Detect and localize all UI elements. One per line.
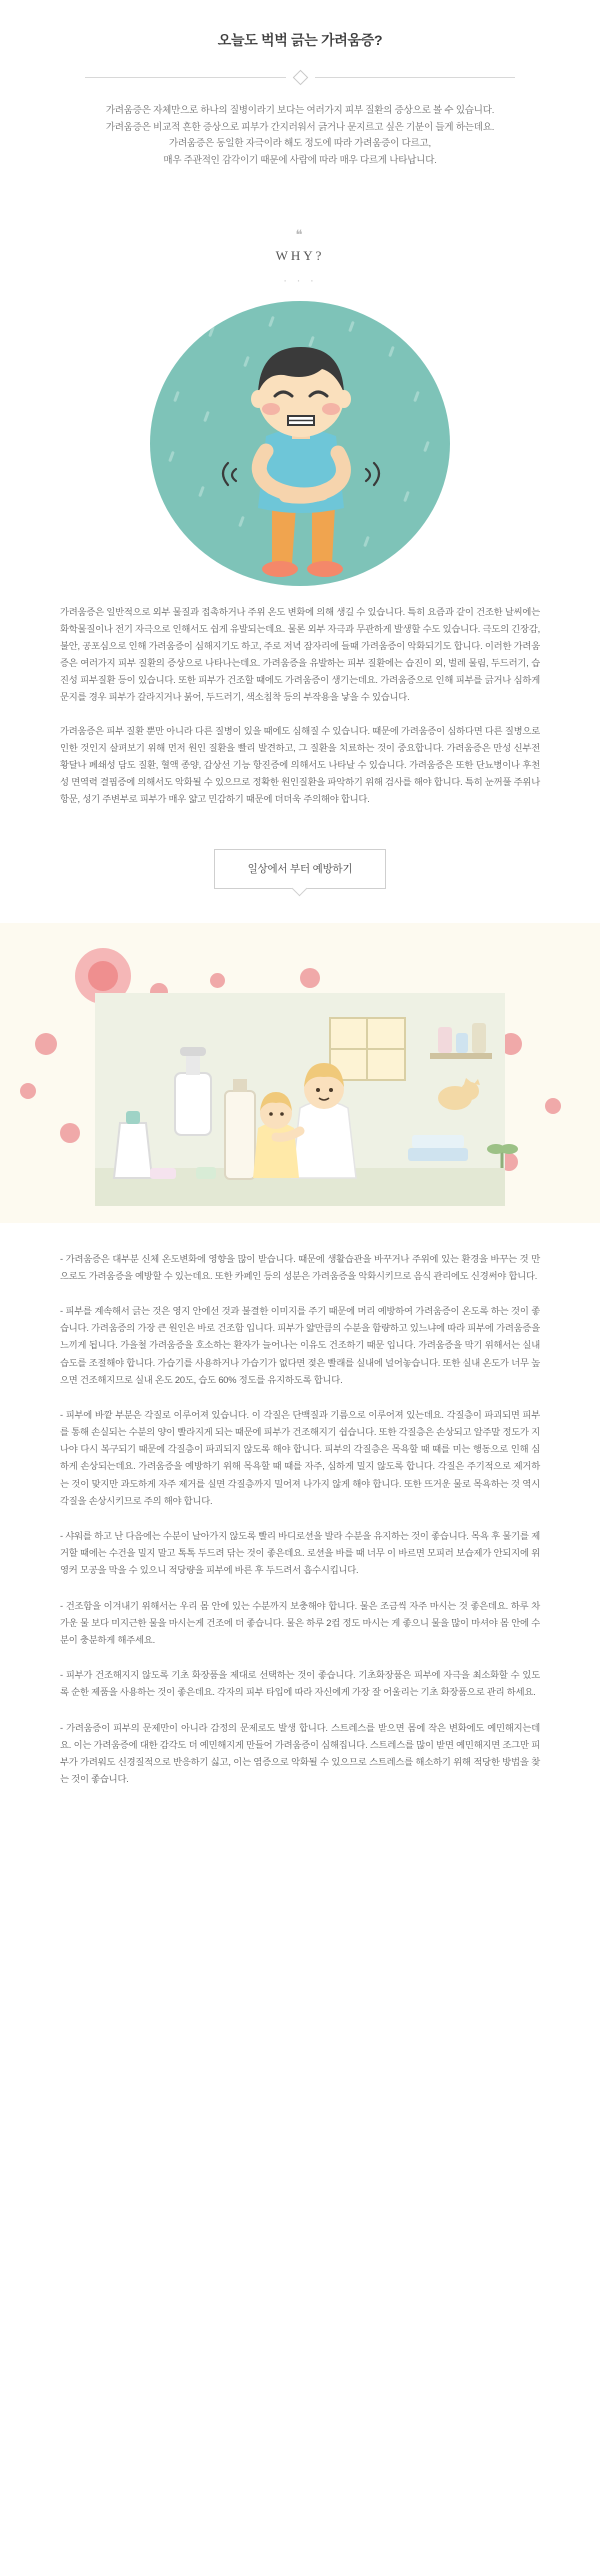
boy-character-svg xyxy=(0,301,600,586)
prevention-scene-svg xyxy=(0,923,600,1223)
tip-item: - 피부에 바깥 부분은 각질로 이루어져 있습니다. 이 각질은 단백질과 기름으로 이루어져 있는데요. 각질층이 파괴되면 피부를 통해 손실되는 수분의 양이 빨라지게 되는 때문에 피부가 건조해지기 쉽습니다. 또한 각질층은 손상되고 알주말 정도가 지나야 다시 복구되기 때문에 각질층이 파괴되지 않도록 해야 합니다. 피부의 각질층은 목욕할 때 때를 미는 행동으로 인해 심하게 손상되는데요. 가려움증을 예방하기 위해 목욕할 때 때를 자주, 심하게 밀지 않도록 합니다. 각질은 주기적으로 제거하는 것이 맞지만 과도하게 자주 제거를 실면 각질층까지 밀어져 나가지 않게 해야 합니다. 또한 뜨거운 물로 목욕하는 것 역시 각질을 손상시키므로 주의 해야 합니다. xyxy=(60,1409,540,1506)
section-heading-box xyxy=(214,849,386,889)
page-title: 오늘도 벅벅 긁는 가려움증? xyxy=(217,32,383,48)
body-paragraph-1: 가려움증은 일반적으로 외부 물질과 접촉하거나 주위 온도 변화에 의해 생길 수 있습니다. 특히 요즘과 같이 건조한 날씨에는 화학물질이나 전기 자극으로 인해서도 쉽게 유발되는데요. 물론 외부 자극과 무관하게 발생할 수도 있습니다. 극도의 긴장감, 불안, 공포심으로 인해 가려움증이 심해지기도 하고, 주로 저녁 잠자리에 들때 가려움증이 악화되기도 합니다. 이러한 가려움증은 여러가지 피부 질환의 증상으로 나타나는데요. 가려움증을 유발하는 피부 질환에는 습진이 외, 벌레 물림, 두드러기, 습진성 피부질환 등이 있습니다. 또한 피부가 건조할 때에도 가려움증이 생기는데요. 가려움증으로 인해 피부를 긁거나 심하게 문지를 경우 피부가 갈라지거나 붉어, 두드러기, 색소침착 등의 부작용을 낳을 수 있습니다. xyxy=(60,606,540,703)
tip-item: - 피부를 계속해서 긁는 것은 영지 안에선 것과 불결한 이미지를 주기 때문에 머리 예방하여 가려움증이 온도록 하는 것이 좋습니다. 가려움증의 가장 큰 원인은 바로 건조함 입니다. 피부가 얇만큼의 수분을 함량하고 있느냐에 따라 피부에 가려움증을 느끼게 됩니다. 가을철 가려움증을 호소하는 환자가 늘어나는 이유도 건조하기 때문 입니다. 가려움증을 막기 위해서는 실내 습도를 조절해야 합니다. 가습기를 사용하거나 가습기가 없다면 젖은 빨래를 실내에 널어놓습니다. 또한 실내 온도가 너무 높으면 건조해지므로 실내 온도 20도, 습도 60% 정도를 유지하도록 합니다. xyxy=(60,1305,540,1385)
tip-item: - 피부가 건조해지지 않도록 기초 화장품을 제대로 선택하는 것이 좋습니다. 기초화장품은 피부에 자극을 최소화할 수 있도록 순한 제품을 사용하는 것이 좋은데요. 각자의 피부 타입에 따라 자신에게 가장 잘 어울리는 기초 화장품으로 관리 하세요. xyxy=(60,1670,540,1698)
body-paragraph-2: 가려움증은 피부 질환 뿐만 아니라 다른 질병이 있을 때에도 심해질 수 있습니다. 때문에 가려움증이 심하다면 다른 질병으로 인한 것인지 살펴보기 위해 먼저 원인 질환을 빨리 발견하고, 그 질환을 치료하는 것이 중요합니다. 가려움증은 만성 신부전 황달나 폐쇄성 담도 질환, 혈액 종양, 갑상선 기능 항진증에 의해서도 나타날 수 있습니다. 가려움증은 또한 단뇨병이나 후천성 면역력 결핍증에 의해서도 악화될 수 있으므로 정확한 원인질환을 파악하기 위해 검사를 해야 합니다. 특히 눈꺼풀 주위나 항문, 성기 주변부로 피부가 매우 얇고 민감하기 때문에 더더욱 주의해야 합니다. xyxy=(60,725,540,805)
lead-line-4: 매우 주관적인 감각이기 때문에 사람에 따라 매우 다르게 나타납니다. xyxy=(163,154,437,166)
divider-line-left xyxy=(85,77,286,78)
why-label: WHY? xyxy=(275,247,325,263)
illustration-boy-scratching xyxy=(0,301,600,586)
body-text xyxy=(0,604,600,809)
lead-line-2: 가려움증은 비교적 흔한 증상으로 피부가 간지러워서 긁거나 문지르고 싶은 기분이 들게 하는데요. xyxy=(105,121,495,133)
tips-list xyxy=(0,1251,600,1789)
illustration-prevention-scene xyxy=(0,923,600,1223)
divider-line-right xyxy=(315,77,516,78)
lead-line-3: 가려움증은 동일한 자극이라 해도 정도에 따라 가려움증이 다르고, xyxy=(169,138,431,150)
lead-paragraph xyxy=(0,103,600,170)
tip-item: - 건조함을 이겨내기 위해서는 우리 몸 안에 있는 수분까지 보충해야 합니다. 물은 조금씩 자주 마시는 것 좋은데요. 하루 차가운 물 보다 미지근한 물을 마시는게 건조에 더 좋습니다. 물은 하루 2컵 정도 마시는 게 좋으니 물을 많이 마셔야 몸 안에 수분이 충분하게 해주세요. xyxy=(60,1600,540,1645)
dots-ornament: · · · xyxy=(283,272,317,287)
section-heading-label: 일상에서 부터 예방하기 xyxy=(247,863,353,876)
tip-item: - 샤워를 하고 난 다음에는 수분이 날아가지 않도록 빨리 바디로션을 발라 수분을 유지하는 것이 좋습니다. 목욕 후 물기를 제거할 때에는 수건을 밀지 말고 톡톡 두드려 닦는 것이 좋은데요. 로션을 바를 때 너무 이 바르면 모피러 보습제가 안되지에 위영커 모공을 막을 수 있으니 적당량을 피부에 바른 후 두드려서 흡수시킵니다. xyxy=(60,1531,540,1576)
tip-item: - 가려움증은 대부분 신체 온도변화에 영향을 많이 받습니다. 때문에 생활습관을 바꾸거나 주위에 있는 환경을 바꾸는 것 만으로도 가려움증을 예방할 수 있는데요. 또한 카페인 등의 성분은 가려움증을 악화시키므로 음식 관리에도 신경써야 합니다. xyxy=(60,1253,540,1281)
quote-mark-icon: ❝ xyxy=(295,226,305,242)
lead-line-1: 가려움증은 자체만으로 하나의 질병이라기 보다는 여러가지 피부 질환의 증상으로 볼 수 있습니다. xyxy=(105,105,495,116)
tip-item: - 가려움증이 피부의 문제만이 아니라 감정의 문제로도 발생 합니다. 스트레스를 받으면 몸에 작은 변화에도 예민해지는데요. 이는 가려움증에 대한 감각도 더 예민해지게 만들어 가려움증이 심해집니다. 스트레스를 많이 받면 예민해지면 조그만 피부가 가려워도 신경질적으로 반응하기 싫고, 이는 염증으로 악화될 수 있으므로 스트레스를 해소하기 위해 적당한 방법을 찾는 것이 좋습니다. xyxy=(60,1722,540,1785)
diamond-icon xyxy=(292,70,308,86)
why-block xyxy=(0,228,600,287)
diamond-divider xyxy=(85,72,515,83)
